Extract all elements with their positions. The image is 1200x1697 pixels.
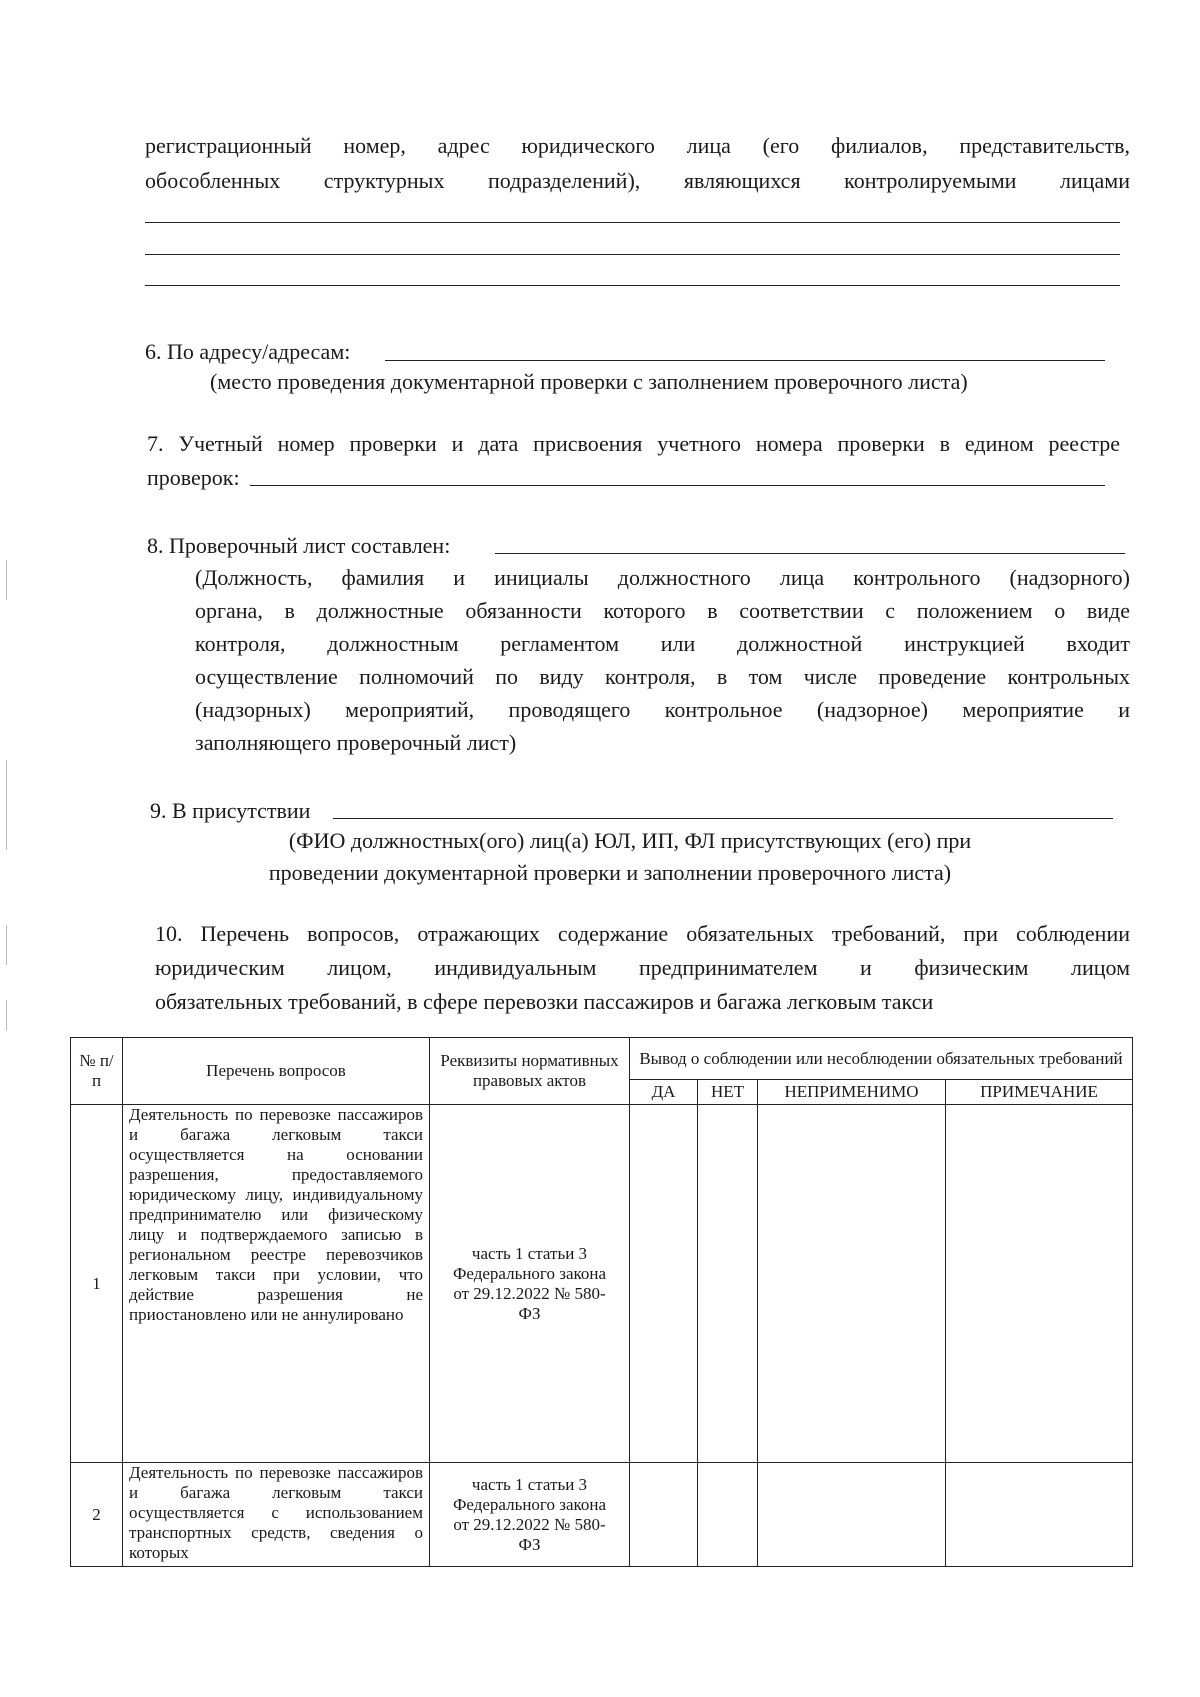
header-note: ПРИМЕЧАНИЕ — [946, 1080, 1133, 1105]
row-requisites: часть 1 статьи 3 Федерального закона от 29.12.2022 № 580-ФЗ — [430, 1463, 630, 1567]
fill-line[interactable] — [145, 285, 1120, 286]
address-label: 6. По адресу/адресам: — [145, 339, 351, 364]
compiled-by-caption-line: заполняющего проверочный лист) — [195, 730, 517, 755]
header-not-applicable: НЕПРИМЕНИМО — [758, 1080, 946, 1105]
row-question: Деятельность по перевозке пассажиров и багажа легковым такси осуществляется на основании разрешения, предоставляемого юридическому лицу, индивидуальному предпринимателю или физическому лицу и подтверждаемого записью в региональном реестре перевозчиков легковым такси при условии, что действие разрешения не приостановлено или не аннулировано — [123, 1105, 430, 1463]
fill-line[interactable] — [145, 222, 1120, 223]
header-yes: ДА — [630, 1080, 698, 1105]
scan-artifact — [6, 560, 7, 600]
fill-line[interactable] — [145, 254, 1120, 255]
table-header-row — [71, 1038, 1133, 1080]
not-applicable-cell[interactable] — [758, 1463, 946, 1567]
compiled-by-caption-line: органа, в должностные обязанности которого в соответствии с положением о виде — [195, 598, 1130, 623]
scan-artifact — [6, 760, 7, 850]
scan-artifact — [6, 1000, 7, 1030]
registry-number-line: 7. Учетный номер проверки и дата присвоения учетного номера проверки в едином реестре — [147, 431, 1120, 456]
row-number: 1 — [71, 1105, 123, 1463]
compiled-by-field[interactable] — [495, 553, 1125, 554]
scan-artifact — [6, 925, 7, 965]
presence-field[interactable] — [333, 818, 1113, 819]
presence-caption-2: проведении документарной проверки и заполнении проверочного листа) — [268, 860, 952, 885]
presence-caption-1: (ФИО должностных(ого) лиц(а) ЮЛ, ИП, ФЛ присутствующих (его) при — [288, 828, 972, 853]
no-cell[interactable] — [698, 1463, 758, 1567]
compiled-by-caption-line: (надзорных) мероприятий, проводящего контрольное (надзорное) мероприятие и — [195, 697, 1130, 722]
compiled-by-label: 8. Проверочный лист составлен: — [147, 533, 451, 558]
address-caption: (место проведения документарной проверки с заполнением проверочного листа) — [210, 369, 968, 394]
compiled-by-caption-line: контроля, должностным регламентом или должностной инструкцией входит — [195, 631, 1130, 656]
table-row — [71, 1463, 1133, 1567]
header-no: НЕТ — [698, 1080, 758, 1105]
header-questions: Перечень вопросов — [123, 1038, 430, 1105]
registry-label: проверок: — [147, 465, 240, 490]
yes-cell[interactable] — [630, 1463, 698, 1567]
presence-label: 9. В присутствии — [150, 798, 311, 823]
header-number: № п/п — [71, 1038, 123, 1105]
intro-line-2: обособленных структурных подразделений), являющихся контролируемыми лицами — [145, 168, 1130, 193]
registry-number-field[interactable] — [250, 485, 1105, 486]
address-field[interactable] — [385, 360, 1105, 361]
compiled-by-caption-line: осуществление полномочий по виду контроля, в том числе проведение контрольных — [195, 664, 1130, 689]
compiled-by-caption-line: (Должность, фамилия и инициалы должностного лица контрольного (надзорного) — [195, 565, 1130, 590]
row-number: 2 — [71, 1463, 123, 1567]
checklist-table — [70, 1037, 1133, 1567]
table-row — [71, 1105, 1133, 1463]
row-question-text: Деятельность по перевозке пассажиров и багажа легковым такси осуществляется с использованием транспортных средств, сведения о которых — [129, 1463, 423, 1562]
note-cell[interactable] — [946, 1463, 1133, 1567]
checklist-intro-line: 10. Перечень вопросов, отражающих содержание обязательных требований, при соблюдении — [155, 921, 1130, 946]
row-question — [123, 1463, 430, 1567]
no-cell[interactable] — [698, 1105, 758, 1463]
header-requisites: Реквизиты нормативных правовых актов — [430, 1038, 630, 1105]
note-cell[interactable] — [946, 1105, 1133, 1463]
yes-cell[interactable] — [630, 1105, 698, 1463]
intro-line-1: регистрационный номер, адрес юридического лица (его филиалов, представительств, — [145, 133, 1130, 158]
header-conclusion: Вывод о соблюдении или несоблюдении обязательных требований — [630, 1038, 1133, 1080]
checklist-intro-line: обязательных требований, в сфере перевозки пассажиров и багажа легковым такси — [155, 989, 934, 1014]
not-applicable-cell[interactable] — [758, 1105, 946, 1463]
checklist-intro-line: юридическим лицом, индивидуальным предпринимателем и физическим лицом — [155, 955, 1130, 980]
row-requisites: часть 1 статьи 3 Федерального закона от 29.12.2022 № 580-ФЗ — [430, 1105, 630, 1463]
